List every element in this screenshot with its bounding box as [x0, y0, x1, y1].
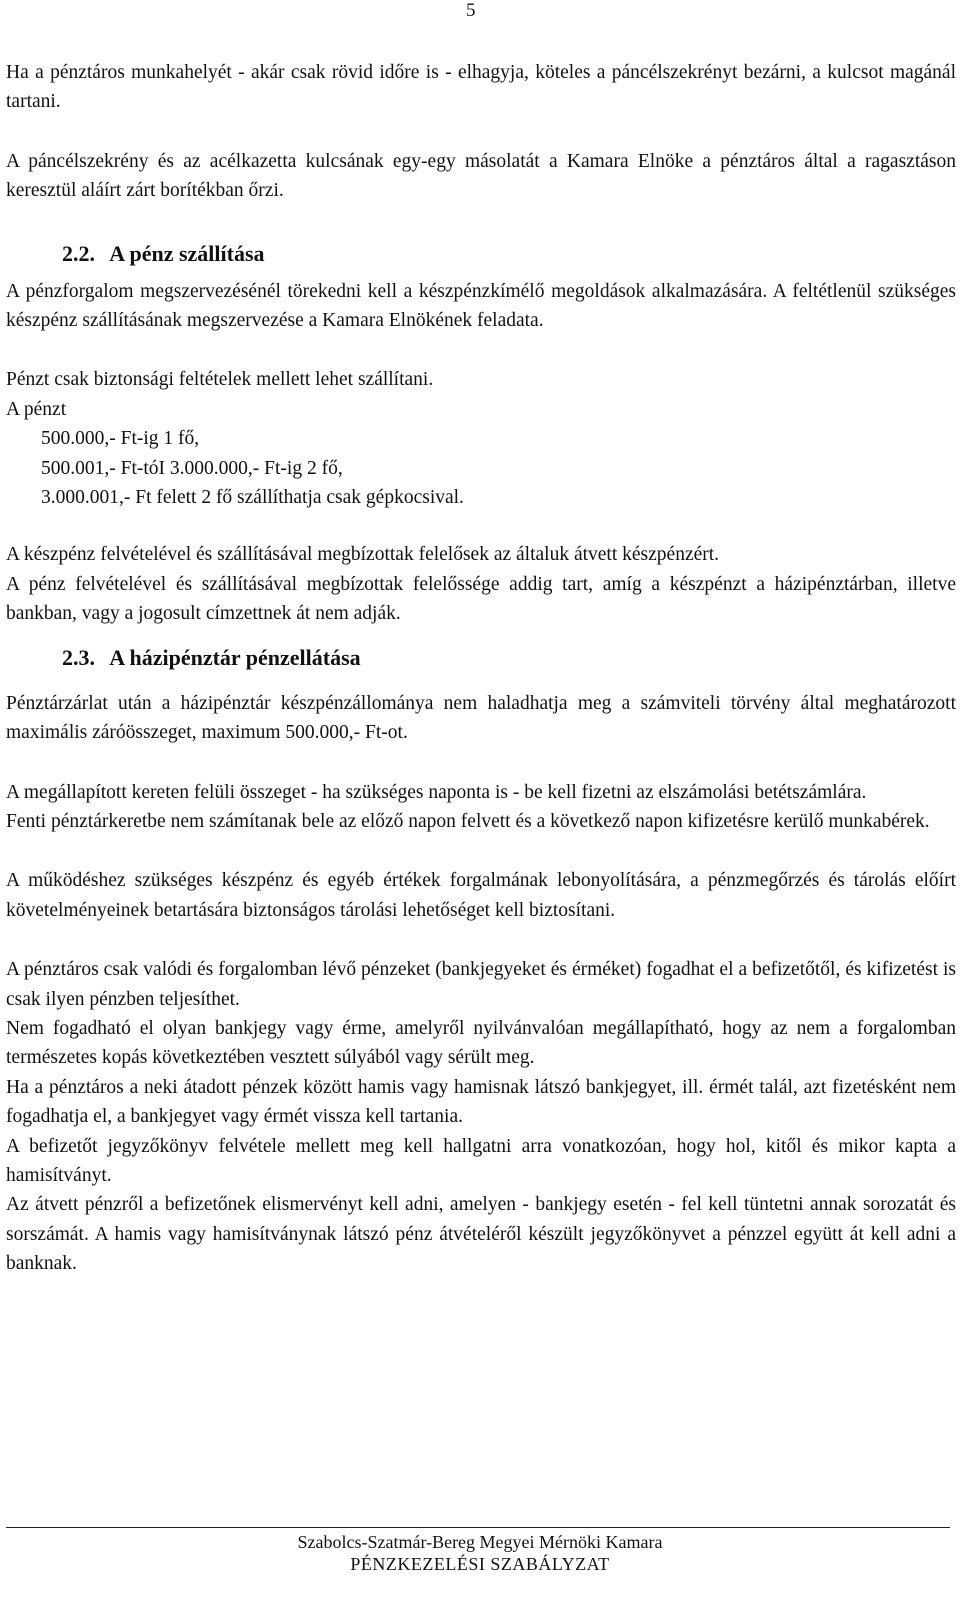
paragraph-storage: A működéshez szükséges készpénz és egyéb értékek forgalmának lebonyolítására, a pénzmegőrzés és tárolás előírt követelményeinek betartására biztonságos tárolási lehetőséget kell biztosítani.: [6, 870, 956, 921]
list-item: 500.001,- Ft-tóI 3.000.000,- Ft-ig 2 fő,: [41, 457, 343, 479]
paragraph-protocol: A befizetőt jegyzőkönyv felvétele mellett meg kell hallgatni arra vonatkozóan, hogy hol, kitől és mikor kapta a hamisítványt.: [6, 1135, 956, 1186]
footer-divider: [6, 1527, 950, 1528]
paragraph-cash-limit: Pénztárzárlat után a házipénztár készpénzállománya nem haladhatja meg a számviteli törvény által meghatározott maximális záróösszeget, maximum 500.000,- Ft-ot.: [6, 692, 956, 744]
paragraph-counterfeit: Ha a pénztáros a neki átadott pénzek között hamis vagy hamisnak látszó bankjegyet, ill. érmét talál, azt fizetésként nem fogadhatja el, a bankjegyet vagy érmét vissza kell tartania.: [6, 1076, 956, 1128]
section-title: A pénz szállítása: [109, 240, 265, 266]
section-heading-2-3: [6, 643, 956, 673]
paragraph-responsibility-duration: A pénz felvételével és szállításával megbízottak felelőssége addig tart, amíg a készpénzt a házipénztárban, illetve bankban, vagy a jogosult címzettnek át nem adják.: [6, 573, 956, 625]
transport-limit-list: [6, 424, 956, 512]
footer-organization: Szabolcs-Szatmár-Bereg Megyei Mérnöki Kamara: [297, 1532, 663, 1552]
page-number: 5: [466, 0, 476, 21]
page-footer: [0, 1531, 960, 1575]
paragraph-excess-deposit: A megállapított kereten felüli összeget - ha szükséges naponta is - be kell fizetni az elszámolási betétszámlára.: [6, 781, 867, 803]
list-item: 500.000,- Ft-ig 1 fő,: [41, 428, 200, 450]
paragraph-transport-safety: Pénzt csak biztonsági feltételek mellett lehet szállítani.: [6, 369, 434, 391]
paragraph-wages-exception: Fenti pénztárkeretbe nem számítanak bele az előző napon felvett és a következő napon kifizetésre kerülő munkabérek.: [6, 810, 930, 832]
paragraph-transport-org: A pénzforgalom megszervezésénél törekedni kell a készpénzkímélő megoldások alkalmazására. A feltétlenül szükséges készpénz szállításának megszervezése a Kamara Elnökének feladata.: [6, 280, 956, 332]
section-number: 2.3.: [62, 644, 95, 670]
paragraph-damaged-money: Nem fogadható el olyan bankjegy vagy érme, amelyről nyilvánvalóan megállapítható, hogy az nem a forgalomban természetes kopás következtében vesztett súlyából vagy sérült meg.: [6, 1017, 956, 1069]
paragraph-valid-money: A pénztáros csak valódi és forgalomban lévő pénzeket (bankjegyeket és érméket) fogadhat el a befizetőtől, és kifizetést is csak ilyen pénzben teljesíthet.: [6, 959, 956, 1010]
footer-document-title: PÉNZKEZELÉSI SZABÁLYZAT: [350, 1554, 610, 1574]
document-body: [6, 58, 956, 1279]
list-item: 3.000.001,- Ft felett 2 fő szállíthatja csak gépkocsival.: [41, 487, 464, 509]
paragraph-transport-intro: A pénzt: [6, 398, 67, 420]
paragraph-receipt: Az átvett pénzről a befizetőnek elismervényt kell adni, amelyen - bankjegy esetén - fel kell tüntetni annak sorozatát és sorszámát. A hamis vagy hamisítványnak látszó pénz átvételéről készült jegyzőkönyvet a pénzzel együtt át kell adni a banknak.: [6, 1194, 956, 1275]
section-number: 2.2.: [62, 240, 95, 266]
section-title: A házipénztár pénzellátása: [109, 644, 361, 670]
section-heading-2-2: [6, 239, 956, 269]
paragraph-responsibility: A készpénz felvételével és szállításával megbízottak felelősek az általuk átvett készpénzért.: [6, 544, 720, 566]
paragraph-key-absence: Ha a pénztáros munkahelyét - akár csak rövid időre is - elhagyja, köteles a páncélszekrényt bezárni, a kulcsot magánál tartani.: [6, 62, 956, 113]
paragraph-key-copies: A páncélszekrény és az acélkazetta kulcsának egy-egy másolatát a Kamara Elnöke a pénztáros által a ragasztáson keresztül aláírt zárt borítékban őrzi.: [6, 150, 956, 202]
